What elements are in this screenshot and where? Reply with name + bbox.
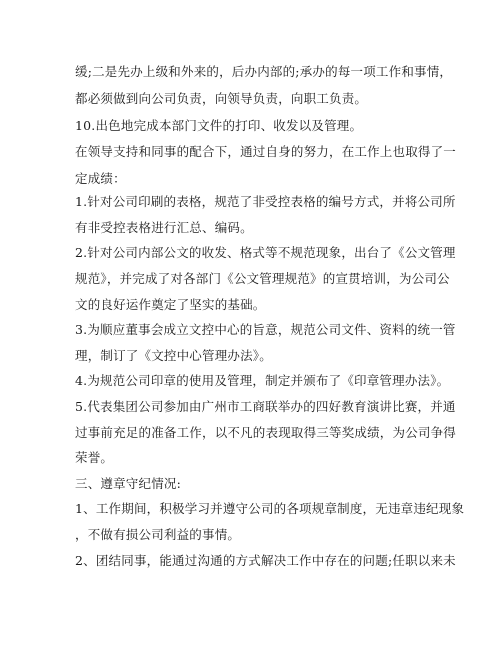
text-line: 荣誉。 [75, 450, 114, 465]
text-line: 有非受控表格进行汇总、编码。 [75, 220, 253, 235]
text-line: 理，制订了《文控中心管理办法》。 [75, 348, 272, 363]
text-line: 文的良好运作奠定了坚实的基础。 [75, 297, 266, 312]
text-line: 都必须做到向公司负责，向领导负责，向职工负责。 [75, 91, 368, 106]
text-line: 1、工作期间，积极学习并遵守公司的各项规章制度，无违章违纪现象 [75, 501, 465, 516]
text-line: 2.针对公司内部公文的收发、格式等不规范现象，出台了《公文管理 [75, 245, 456, 260]
text-line: 规范》，并完成了对各部门《公文管理规范》的宣贯培训，为公司公 [75, 271, 450, 286]
text-line: 5.代表集团公司参加由广州市工商联举办的四好教育演讲比赛，并通 [75, 399, 456, 414]
text-line: 2、团结同事，能通过沟通的方式解决工作中存在的问题;任职以来未 [75, 553, 456, 568]
text-line: 过事前充足的准备工作，以不凡的表现取得三等奖成绩，为公司争得 [75, 425, 457, 440]
text-line: 1.针对公司印刷的表格，规范了非受控表格的编号方式，并将公司所 [75, 194, 456, 209]
text-line: 3.为顺应董事会成立文控中心的旨意，规范公司文件、资料的统一管 [75, 322, 456, 337]
text-line: 定成绩： [75, 171, 126, 186]
text-line: 在领导支持和同事的配合下，通过自身的努力，在工作上也取得了一 [75, 144, 457, 159]
text-line: 缓;二是先办上级和外来的，后办内部的;承办的每一项工作和事情， [75, 64, 453, 79]
text-line: ，不做有损公司利益的事情。 [75, 527, 241, 542]
section-heading: 三、遵章守纪情况: [75, 476, 182, 491]
text-line: 4.为规范公司印章的使用及管理，制定并颁布了《印章管理办法》。 [75, 373, 450, 388]
text-line: 10.出色地完成本部门文件的打印、收发以及管理。 [75, 118, 363, 133]
